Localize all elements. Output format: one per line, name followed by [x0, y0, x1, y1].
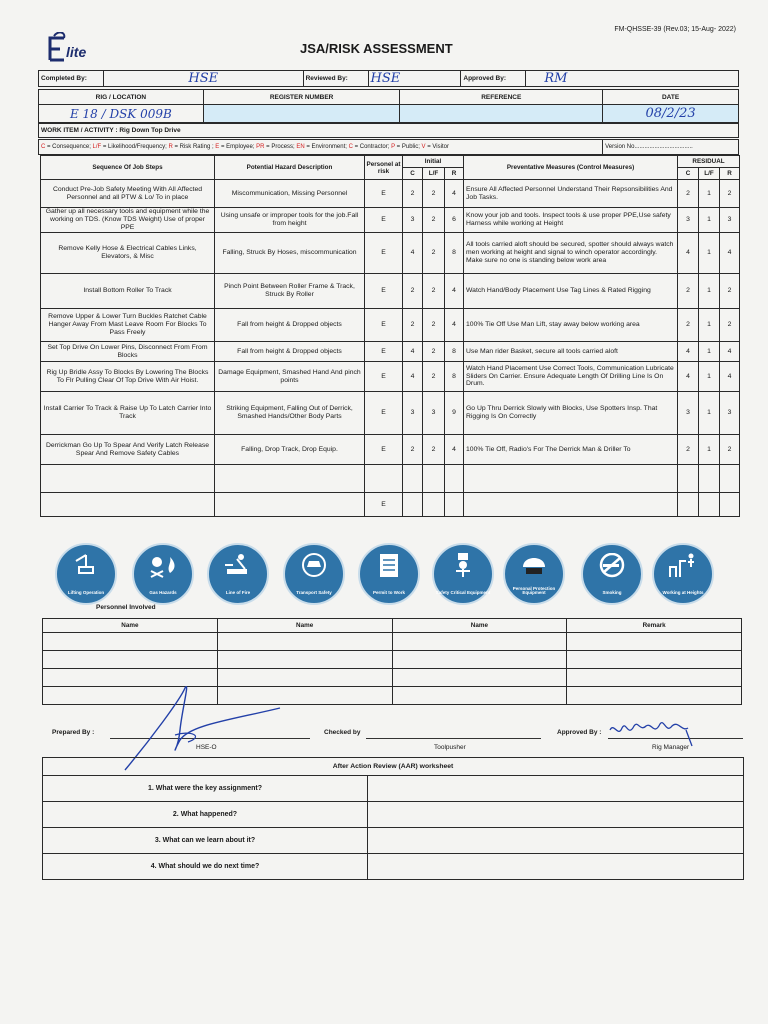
jsa-row — [41, 233, 740, 274]
initial-r-cell[interactable]: 4 — [445, 435, 464, 465]
initial-r-cell[interactable]: 4 — [445, 309, 464, 342]
residual-r-cell[interactable]: 2 — [720, 309, 740, 342]
measure-cell[interactable] — [464, 493, 678, 517]
aar-answer[interactable] — [368, 828, 744, 854]
personnel-header: Name — [43, 619, 218, 633]
personnel-cell[interactable] — [392, 651, 567, 669]
residual-lf-cell[interactable]: 1 — [699, 233, 720, 274]
residual-lf-cell[interactable]: 1 — [699, 208, 720, 233]
residual-lf-cell[interactable]: 1 — [699, 309, 720, 342]
initial-c-cell[interactable]: 2 — [403, 309, 423, 342]
personnel-cell[interactable] — [43, 633, 218, 651]
legend-key: EN — [296, 144, 305, 150]
legend-text: = Visitor — [425, 144, 449, 150]
residual-c-cell[interactable]: 4 — [678, 342, 699, 362]
date-label: DATE — [603, 90, 739, 105]
personnel-row — [43, 651, 742, 669]
legend-text: = Consequence; — [45, 144, 93, 150]
initial-lf-cell[interactable]: 2 — [423, 342, 445, 362]
personnel-cell[interactable]: E — [365, 208, 403, 233]
residual-lf-cell[interactable]: 1 — [699, 274, 720, 309]
aar-row — [43, 802, 744, 828]
jsa-table — [40, 155, 740, 517]
column-header-hazard: Potential Hazard Description — [215, 156, 365, 180]
aar-row — [43, 828, 744, 854]
legend-key: P — [391, 144, 396, 150]
column-header-initial: Initial — [403, 156, 464, 168]
permit-to-work-icon — [358, 543, 420, 605]
initial-lf-cell[interactable]: 2 — [423, 309, 445, 342]
prepared-by-label: Prepared By : — [52, 729, 95, 736]
personnel-cell[interactable]: E — [365, 392, 403, 435]
step-cell[interactable]: Conduct Pre-Job Safety Meeting With All Affected Personnel and all PTW & Lo/ To in place — [41, 180, 215, 208]
measure-cell[interactable]: Know your job and tools. Inspect tools & use proper PPE,Use safety Harness while working at Height — [464, 208, 678, 233]
column-header-personnel: Personel at risk — [365, 156, 403, 180]
hazard-cell[interactable] — [215, 465, 365, 493]
initial-lf-cell[interactable] — [423, 465, 445, 493]
personnel-header: Remark — [567, 619, 742, 633]
residual-c-cell[interactable]: 2 — [678, 309, 699, 342]
aar-title: After Action Review (AAR) worksheet — [43, 758, 744, 776]
hazard-cell[interactable]: Falling, Struck By Hoses, miscommunication — [215, 233, 365, 274]
smoking-icon — [581, 543, 643, 605]
aar-question: 1. What were the key assignment? — [43, 776, 368, 802]
initial-lf-cell[interactable]: 2 — [423, 208, 445, 233]
aar-table — [42, 757, 744, 880]
initial-c-cell[interactable]: 4 — [403, 342, 423, 362]
icon-label: Personal Protection Equipment — [512, 585, 556, 596]
hazard-cell[interactable]: Pinch Point Between Roller Frame & Track, Struck By Roller — [215, 274, 365, 309]
icon-label: Line of Fire — [225, 590, 251, 596]
hazard-cell[interactable]: Falling, Drop Track, Drop Equip. — [215, 435, 365, 465]
residual-r-cell[interactable]: 2 — [720, 180, 740, 208]
residual-r-cell[interactable] — [720, 493, 740, 517]
legend-table — [38, 139, 739, 155]
checked-by-label: Checked by — [324, 729, 361, 736]
approved-by-role: Rig Manager — [652, 744, 690, 751]
date-value[interactable]: 08/2/23 — [603, 105, 739, 123]
step-cell[interactable]: Remove Kelly Hose & Electrical Cables Links, Elevators, & Misc — [41, 233, 215, 274]
legend — [39, 140, 603, 155]
initial-r-cell[interactable]: 4 — [445, 180, 464, 208]
aar-row — [43, 854, 744, 880]
step-cell[interactable]: Set Top Drive On Lower Pins, Disconnect From From Blocks — [41, 342, 215, 362]
personnel-cell[interactable] — [392, 633, 567, 651]
personnel-cell[interactable]: E — [365, 342, 403, 362]
measure-cell[interactable]: Use Man rider Basket, secure all tools carried aloft — [464, 342, 678, 362]
residual-r-cell[interactable]: 4 — [720, 233, 740, 274]
legend-text: = Risk Rating ; — [172, 144, 216, 150]
legend-key: L/F — [92, 144, 102, 150]
initial-lf-cell[interactable]: 2 — [423, 274, 445, 309]
approved-by-label: Approved By: — [461, 71, 526, 87]
logo-text: lite — [66, 44, 87, 60]
initial-lf-cell[interactable]: 2 — [423, 233, 445, 274]
register-number-label: REGISTER NUMBER — [203, 90, 400, 105]
column-header-residual-r: R — [720, 168, 740, 180]
personnel-cell[interactable] — [567, 687, 742, 705]
hazard-cell[interactable]: Using unsafe or improper tools for the job.Fall from height — [215, 208, 365, 233]
legend-text: = Employee; — [219, 144, 257, 150]
aar-answer[interactable] — [368, 776, 744, 802]
transport-safety-glyph — [299, 553, 329, 579]
personnel-cell[interactable]: E — [365, 362, 403, 392]
measure-cell[interactable]: 100% Tie Off, Radio's For The Derrick Man & Driller To — [464, 435, 678, 465]
initial-r-cell[interactable] — [445, 465, 464, 493]
residual-r-cell[interactable]: 3 — [720, 208, 740, 233]
step-cell[interactable] — [41, 493, 215, 517]
work-item-table — [38, 123, 739, 138]
column-header-lf: L/F — [423, 168, 445, 180]
safety-critical-equipment-glyph — [448, 553, 478, 579]
icon-label: Smoking — [602, 590, 622, 596]
personnel-cell[interactable] — [392, 687, 567, 705]
measure-cell[interactable] — [464, 465, 678, 493]
personnel-cell[interactable]: E — [365, 493, 403, 517]
residual-lf-cell[interactable]: 1 — [699, 435, 720, 465]
residual-lf-cell[interactable] — [699, 493, 720, 517]
legend-key: R — [168, 144, 173, 150]
initial-c-cell[interactable]: 2 — [403, 274, 423, 309]
personnel-cell[interactable] — [43, 651, 218, 669]
hazard-cell[interactable] — [215, 493, 365, 517]
legend-key: E — [215, 144, 220, 150]
step-cell[interactable]: Install Bottom Roller To Track — [41, 274, 215, 309]
legend-text: = Likelihood/Frequency; — [101, 144, 169, 150]
line-of-fire-icon — [207, 543, 269, 605]
aar-row — [43, 776, 744, 802]
gas-hazards-glyph — [148, 553, 178, 579]
reference-label: REFERENCE — [400, 90, 603, 105]
column-header-steps: Sequence Of Job Steps — [41, 156, 215, 180]
column-header-c: C — [403, 168, 423, 180]
residual-lf-cell[interactable]: 1 — [699, 180, 720, 208]
initial-c-cell[interactable]: 4 — [403, 233, 423, 274]
personnel-cell[interactable]: E — [365, 435, 403, 465]
initial-r-cell[interactable]: 9 — [445, 392, 464, 435]
gas-hazards-icon — [132, 543, 194, 605]
step-cell[interactable]: Rig Up Bridle Assy To Blocks By Lowering The Blocks To Flr Pulling Clear Of Top Drive With Air Hoist. — [41, 362, 215, 392]
aar-question: 3. What can we learn about it? — [43, 828, 368, 854]
legend-key: PR — [256, 144, 265, 150]
personnel-cell[interactable]: E — [365, 309, 403, 342]
checked-by-role: Toolpusher — [434, 744, 466, 751]
smoking-glyph — [597, 553, 627, 579]
personnel-cell[interactable] — [392, 669, 567, 687]
residual-r-cell[interactable]: 4 — [720, 342, 740, 362]
reference-value[interactable] — [400, 105, 603, 123]
completed-by-value[interactable]: HSE — [103, 71, 303, 87]
icon-label: Safety Critical Equipment — [435, 590, 491, 596]
legend-text: = Process; — [264, 144, 297, 150]
initial-r-cell[interactable]: 8 — [445, 362, 464, 392]
legend-text: = Contractor; — [352, 144, 392, 150]
icon-label: Lifting Operation — [67, 590, 105, 596]
initial-r-cell[interactable] — [445, 493, 464, 517]
initial-c-cell[interactable]: 2 — [403, 180, 423, 208]
register-number-value[interactable] — [203, 105, 400, 123]
jsa-row — [41, 435, 740, 465]
document-title: JSA/RISK ASSESSMENT — [300, 41, 453, 56]
residual-c-cell[interactable] — [678, 493, 699, 517]
initial-lf-cell[interactable]: 2 — [423, 180, 445, 208]
column-header-residual-lf: L/F — [699, 168, 720, 180]
jsa-row — [41, 342, 740, 362]
working-at-heights-icon — [652, 543, 714, 605]
step-cell[interactable] — [41, 465, 215, 493]
legend-text: = Environment; — [304, 144, 349, 150]
icon-label: Transport Safety — [296, 590, 332, 596]
personnel-cell[interactable] — [217, 633, 392, 651]
step-cell[interactable]: Remove Upper & Lower Turn Buckles Ratchet Cable Hanger Away From Mast Leave Room For Blocks To Pass Freely — [41, 309, 215, 342]
personnel-cell[interactable]: E — [365, 180, 403, 208]
personnel-header: Name — [392, 619, 567, 633]
residual-c-cell[interactable]: 3 — [678, 208, 699, 233]
jsa-row — [41, 309, 740, 342]
jsa-row — [41, 493, 740, 517]
residual-lf-cell[interactable]: 1 — [699, 362, 720, 392]
personnel-cell[interactable]: E — [365, 274, 403, 309]
working-at-heights-glyph — [668, 553, 698, 579]
icon-label: Gas Hazards — [149, 590, 177, 596]
residual-c-cell[interactable]: 4 — [678, 233, 699, 274]
header-table — [38, 70, 739, 87]
initial-c-cell[interactable] — [403, 493, 423, 517]
jsa-row — [41, 180, 740, 208]
initial-lf-cell[interactable]: 2 — [423, 362, 445, 392]
column-header-residual-c: C — [678, 168, 699, 180]
reviewed-by-label: Reviewed By: — [303, 71, 368, 87]
checked-by-line[interactable] — [366, 738, 541, 739]
hazard-cell[interactable]: Damage Equipment, Smashed Hand And pinch points — [215, 362, 365, 392]
approved-by-value[interactable]: RM — [526, 71, 739, 87]
initial-r-cell[interactable]: 4 — [445, 274, 464, 309]
measure-cell[interactable]: Watch Hand/Body Placement Use Tag Lines & Rated Rigging — [464, 274, 678, 309]
legend-key: C — [41, 144, 46, 150]
safety-critical-equipment-icon — [432, 543, 494, 605]
hazard-cell[interactable]: Striking Equipment, Falling Out of Derrick, Smashed Hands/Other Body Parts — [215, 392, 365, 435]
version-number: Version No................................... — [603, 140, 739, 155]
initial-c-cell[interactable] — [403, 465, 423, 493]
personnel-cell[interactable] — [567, 651, 742, 669]
initial-lf-cell[interactable]: 2 — [423, 435, 445, 465]
measure-cell[interactable]: Watch Hand Placement Use Correct Tools, Communication Lubricate Sliders On Carrier. Ensure Adequate Length Of Drilling Line Is On Drum. — [464, 362, 678, 392]
initial-r-cell[interactable]: 8 — [445, 233, 464, 274]
permit-to-work-glyph — [374, 553, 404, 579]
jsa-row — [41, 465, 740, 493]
personnel-involved-label: Personnel Involved — [96, 604, 156, 611]
personnel-row — [43, 633, 742, 651]
personnel-cell[interactable] — [567, 633, 742, 651]
initial-r-cell[interactable]: 6 — [445, 208, 464, 233]
personal-protection-equipment-icon — [503, 543, 565, 605]
approved-by-signature — [608, 712, 708, 752]
residual-r-cell[interactable] — [720, 465, 740, 493]
residual-c-cell[interactable]: 2 — [678, 274, 699, 309]
initial-lf-cell[interactable]: 3 — [423, 392, 445, 435]
initial-c-cell[interactable]: 3 — [403, 208, 423, 233]
icon-label: Working at Heights — [662, 590, 704, 596]
residual-r-cell[interactable]: 4 — [720, 362, 740, 392]
initial-c-cell[interactable]: 2 — [403, 435, 423, 465]
column-header-r: R — [445, 168, 464, 180]
step-cell[interactable]: Install Carrier To Track & Raise Up To Latch Carrier Into Track — [41, 392, 215, 435]
personnel-header: Name — [217, 619, 392, 633]
residual-lf-cell[interactable] — [699, 465, 720, 493]
personnel-cell[interactable]: E — [365, 233, 403, 274]
prepared-by-role: HSE-O — [196, 744, 217, 751]
icon-label: Permit to Work — [373, 590, 405, 596]
residual-c-cell[interactable] — [678, 465, 699, 493]
measure-cell[interactable]: Go Up Thru Derrick Slowly with Blocks, Use Spotters Insp. That Rigging Is On Correctly — [464, 392, 678, 435]
register-table — [38, 89, 739, 123]
legend-key: C — [348, 144, 353, 150]
initial-lf-cell[interactable] — [423, 493, 445, 517]
lifting-operation-icon — [55, 543, 117, 605]
measure-cell[interactable]: Ensure All Affected Personnel Understand Their Repsonsibilities And Job Tasks. — [464, 180, 678, 208]
legend-key: V — [421, 144, 426, 150]
measure-cell[interactable]: 100% Tie Off Use Man Lift, stay away below working area — [464, 309, 678, 342]
reviewed-by-value[interactable]: HSE — [368, 71, 461, 87]
completed-by-label: Completed By: — [39, 71, 104, 87]
line-of-fire-glyph — [223, 553, 253, 579]
form-number: FM-QHSSE-39 (Rev.03; 15-Aug- 2022) — [614, 26, 736, 33]
hazard-cell[interactable]: Fall from height & Dropped objects — [215, 309, 365, 342]
residual-c-cell[interactable]: 3 — [678, 392, 699, 435]
legend-text: = Public; — [395, 144, 422, 150]
residual-c-cell[interactable]: 2 — [678, 435, 699, 465]
approved-by-label: Approved By : — [557, 729, 602, 736]
personnel-cell[interactable] — [217, 651, 392, 669]
measure-cell[interactable]: All tools carried aloft should be secured, spotter should always watch men working at height and signal to winch operator accordingly. Make sure no one is standing below work area — [464, 233, 678, 274]
jsa-row — [41, 208, 740, 233]
aar-question: 4. What should we do next time? — [43, 854, 368, 880]
hazard-cell[interactable]: Miscommunication, Missing Personnel — [215, 180, 365, 208]
rig-location-label: RIG / LOCATION — [39, 90, 204, 105]
jsa-row — [41, 362, 740, 392]
step-cell[interactable]: Derrickman Go Up To Spear And Verify Latch Release Spear And Remove Safety Cables — [41, 435, 215, 465]
residual-lf-cell[interactable]: 1 — [699, 342, 720, 362]
aar-answer[interactable] — [368, 802, 744, 828]
aar-question: 2. What happened? — [43, 802, 368, 828]
jsa-row — [41, 392, 740, 435]
aar-answer[interactable] — [368, 854, 744, 880]
personnel-cell[interactable] — [567, 669, 742, 687]
initial-c-cell[interactable]: 4 — [403, 362, 423, 392]
step-cell[interactable]: Gather up all necessary tools and equipment while the working on TDS. (Know TDS Weight) Use of proper PPE — [41, 208, 215, 233]
initial-c-cell[interactable]: 3 — [403, 392, 423, 435]
residual-r-cell[interactable]: 3 — [720, 392, 740, 435]
column-header-measures: Preventative Measures (Control Measures) — [464, 156, 678, 180]
lifting-operation-glyph — [71, 553, 101, 579]
residual-r-cell[interactable]: 2 — [720, 435, 740, 465]
rig-location-value[interactable]: E 18 / DSK 009B — [39, 105, 204, 123]
column-header-residual: RESIDUAL — [678, 156, 740, 168]
personal-protection-equipment-glyph — [519, 553, 549, 579]
residual-r-cell[interactable]: 2 — [720, 274, 740, 309]
jsa-row — [41, 274, 740, 309]
personnel-cell[interactable] — [365, 465, 403, 493]
hazard-cell[interactable]: Fall from height & Dropped objects — [215, 342, 365, 362]
work-item: WORK ITEM / ACTIVITY : Rig Down Top Drive — [39, 124, 739, 138]
residual-c-cell[interactable]: 2 — [678, 180, 699, 208]
initial-r-cell[interactable]: 8 — [445, 342, 464, 362]
residual-lf-cell[interactable]: 1 — [699, 392, 720, 435]
transport-safety-icon — [283, 543, 345, 605]
residual-c-cell[interactable]: 4 — [678, 362, 699, 392]
